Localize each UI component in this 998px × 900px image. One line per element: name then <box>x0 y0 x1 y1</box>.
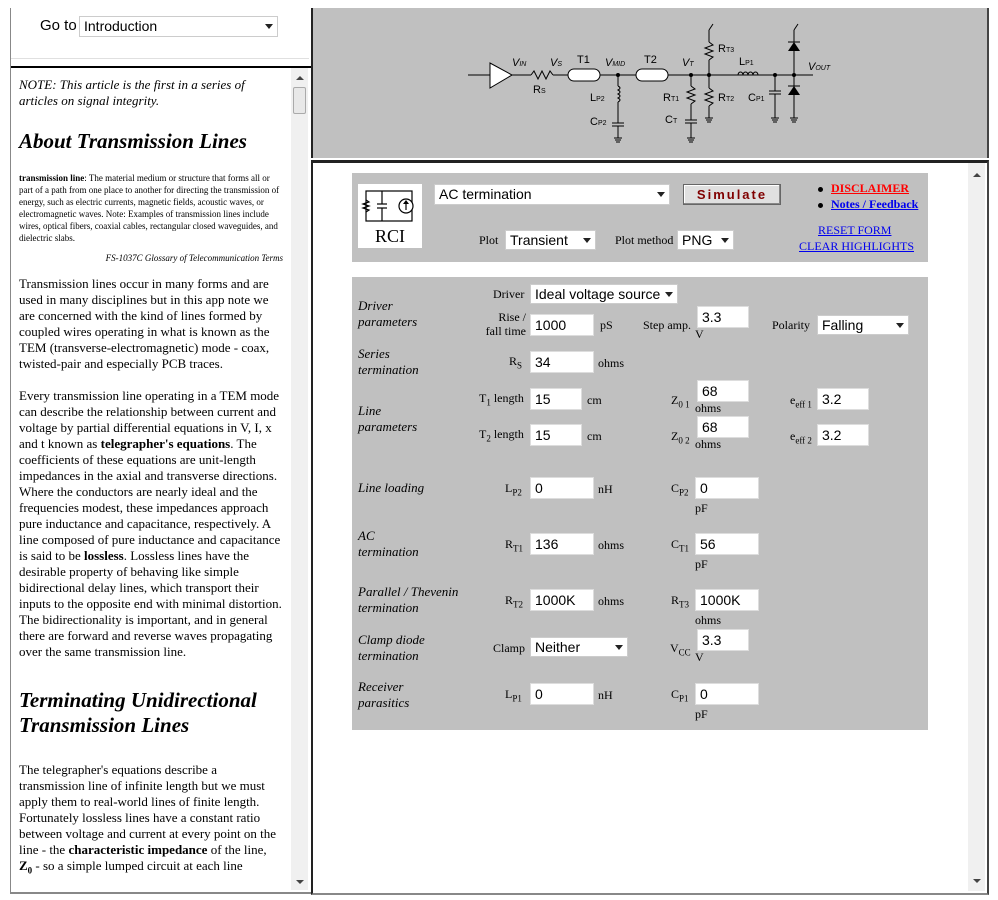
eeff1-subscript: eff 1 <box>795 399 812 410</box>
plot-method-select[interactable] <box>677 230 734 250</box>
z01-unit: ohms <box>695 401 722 415</box>
label-rs: RS <box>533 84 546 96</box>
main-scrollbar[interactable] <box>968 163 985 891</box>
plot-select-value: Transient <box>510 232 568 248</box>
eeff2-subscript: eff 2 <box>795 435 812 446</box>
chevron-down-icon <box>896 323 904 328</box>
glossary-text: : The material medium or structure that forms all or part of a path from one place to another for directing the transmission of energy, such as electric currents, magnetic fields, acoustic waves, or electromagnetic waves. Note: Examples of transmission lines include wires, optical fibers, coaxial cables, rectangular closed waveguides, and dielectric slabs. <box>19 173 280 243</box>
rt3-label <box>671 593 689 609</box>
chevron-down-icon <box>665 292 673 297</box>
t1-length-label <box>479 391 524 407</box>
lp1-unit: nH <box>598 688 613 702</box>
paragraph-3 <box>19 762 283 879</box>
termination-select[interactable] <box>434 184 670 205</box>
t1-length-input[interactable]: 15 <box>530 388 582 410</box>
rt3-unit: ohms <box>695 613 722 627</box>
goto-select[interactable] <box>79 16 278 37</box>
eeff2-input[interactable]: 3.2 <box>817 424 869 446</box>
z01-label <box>671 393 690 409</box>
term-characteristic-impedance: characteristic impedance <box>68 842 208 857</box>
cp2-symbol: C <box>671 481 680 495</box>
rs-label <box>509 354 522 370</box>
cp1-symbol: C <box>671 687 680 701</box>
polarity-select-value: Falling <box>822 317 864 333</box>
label-vin: VIN <box>512 57 527 69</box>
section-parallel-termination: Parallel / Thevenin termination <box>358 584 459 615</box>
term-telegraphers-equations: telegrapher's equations <box>100 436 231 451</box>
label-vt: VT <box>682 57 694 69</box>
goto-bar <box>11 8 309 59</box>
paragraph-2 <box>19 388 283 660</box>
goto-label: Go to <box>40 17 77 34</box>
step-amp-unit: V <box>695 327 704 341</box>
circuit-schematic <box>313 8 987 158</box>
z-subscript: 0 <box>27 865 33 876</box>
lp2-input[interactable]: 0 <box>530 477 594 499</box>
para3-text-b: of the line, <box>207 842 267 857</box>
label-vout: VOUT <box>808 61 831 73</box>
cp2-label <box>671 481 689 497</box>
paragraph-1: Transmission lines occur in many forms and are used in many disciplines but in this app note we are concerned with the kind of lines formed by coupled wires operating in what is known as the TEM (transverse-electromagnetic) mode - coax, twisted-pair and especially PCB traces. <box>19 276 270 371</box>
t1-label-tail: length <box>490 391 524 405</box>
lp1-subscript: P1 <box>512 693 522 704</box>
rt2-symbol: R <box>505 593 514 607</box>
rt1-label <box>505 537 523 553</box>
z-symbol: Z <box>19 858 28 873</box>
disclaimer-link[interactable]: DISCLAIMER <box>831 181 910 195</box>
scroll-down-icon[interactable] <box>973 879 981 883</box>
label-t1: T1 <box>577 54 590 66</box>
section-receiver-parasitics: Receiver parasitics <box>358 679 410 710</box>
help-links <box>818 180 918 212</box>
label-lp2: LP2 <box>590 92 605 104</box>
vcc-symbol: V <box>670 641 679 655</box>
clamp-select[interactable] <box>530 637 628 657</box>
rt3-input[interactable]: 1000K <box>695 589 759 611</box>
glossary-source: FS-1037C Glossary of Telecommunication Terms <box>105 253 283 263</box>
driver-select[interactable] <box>530 284 678 304</box>
label-vmid: VMID <box>605 57 626 69</box>
label-rt2: RT2 <box>718 92 735 104</box>
ct1-subscript: T1 <box>679 543 690 554</box>
vcc-label <box>670 641 691 657</box>
glossary-term: transmission line <box>19 173 85 183</box>
rt1-symbol: R <box>505 537 514 551</box>
t1-symbol: T <box>479 391 487 405</box>
scroll-up-icon[interactable] <box>973 173 981 177</box>
ct1-symbol: C <box>671 537 680 551</box>
lp1-label <box>505 687 522 703</box>
z02-symbol: Z <box>671 429 679 443</box>
label-t2: T2 <box>644 54 657 66</box>
t2-unit: cm <box>587 429 602 443</box>
z02-input[interactable]: 68 <box>697 416 749 438</box>
ct1-label <box>671 537 689 553</box>
eeff1-label <box>790 393 812 409</box>
ct1-input[interactable]: 56 <box>695 533 759 555</box>
control-panel <box>352 173 928 262</box>
chevron-down-icon <box>265 24 273 29</box>
plot-select[interactable] <box>505 230 596 250</box>
section-driver: Driver parameters <box>358 298 418 329</box>
plot-label: Plot <box>479 233 499 247</box>
clamp-label: Clamp <box>493 641 525 655</box>
driver-label: Driver <box>493 287 525 301</box>
heading-about-transmission-lines: About Transmission Lines <box>19 129 247 153</box>
label-ct: CT <box>665 114 678 126</box>
parameters-panel <box>352 277 928 730</box>
term-lossless: lossless <box>84 548 124 563</box>
para2-text-a: Every transmission line operating in a TEM mode can describe the relationship between current and voltage by partial differential equations in V, I, x and t known as <box>19 388 280 451</box>
clear-highlights-link[interactable]: CLEAR HIGHLIGHTS <box>799 239 914 253</box>
cp2-subscript: P2 <box>679 487 689 498</box>
chevron-down-icon <box>657 192 665 197</box>
scroll-down-icon[interactable] <box>296 880 304 884</box>
rt1-unit: ohms <box>598 538 625 552</box>
goto-select-value: Introduction <box>84 18 158 34</box>
rt3-symbol: R <box>671 593 680 607</box>
z01-subscript: 0 1 <box>678 399 690 410</box>
label-lp1: LP1 <box>739 56 754 68</box>
rt1-subscript: T1 <box>513 543 524 554</box>
para3-text-a: The telegrapher's equations describe a transmission line of infinite length but we must apply them to real-world lines of finite length. Fortunately lossless lines have a constant ratio between voltage and current at every point on the line - the <box>19 762 277 857</box>
vcc-input[interactable]: 3.3 <box>697 629 749 651</box>
rt2-label <box>505 593 523 609</box>
bullet-icon <box>818 187 823 192</box>
glossary-definition <box>19 172 283 244</box>
plot-method-select-value: PNG <box>682 232 713 248</box>
chevron-down-icon <box>583 238 591 243</box>
eeff2-symbol: e <box>790 429 796 443</box>
para2-text-b: . The coefficients of these equations are unit-length impedances in the axial and transverse directions. Where the conductors are nearly ideal and the frequencies modest, these impedances approach pure inductance and capacitance, respectively. A line composed of pure inductance and capacitance is said to be <box>19 436 281 563</box>
lp2-unit: nH <box>598 482 613 496</box>
cp1-subscript: P1 <box>679 693 689 704</box>
chevron-down-icon <box>615 645 623 650</box>
clamp-select-value: Neither <box>535 639 581 655</box>
chevron-down-icon <box>721 238 729 243</box>
simulator-frame <box>311 160 989 895</box>
z01-symbol: Z <box>671 393 679 407</box>
article-content <box>11 68 291 890</box>
t2-label-tail: length <box>490 427 524 441</box>
lp1-input[interactable]: 0 <box>530 683 594 705</box>
t1-subscript: 1 <box>486 397 491 408</box>
rise-fall-unit: pS <box>600 318 613 332</box>
vcc-unit: V <box>695 650 704 664</box>
eeff1-symbol: e <box>790 393 796 407</box>
rci-logo-icon <box>358 184 422 248</box>
rs-symbol: R <box>509 354 518 368</box>
eeff1-input[interactable]: 3.2 <box>817 388 869 410</box>
z01-input[interactable]: 68 <box>697 380 749 402</box>
rt1-input[interactable]: 136 <box>530 533 594 555</box>
para3-text-c: - so a simple lumped circuit at each line <box>32 858 243 873</box>
article-note: NOTE: This article is the first in a series of articles on signal integrity. <box>19 77 245 108</box>
polarity-label: Polarity <box>772 318 810 332</box>
cp1-label <box>671 687 689 703</box>
scroll-up-icon[interactable] <box>296 76 304 80</box>
schematic-frame <box>311 8 989 158</box>
rise-fall-input[interactable]: 1000 <box>530 314 594 336</box>
t1-unit: cm <box>587 393 602 407</box>
cp2-input[interactable]: 0 <box>695 477 759 499</box>
label-cp1: CP1 <box>748 92 765 104</box>
rci-logo <box>358 184 422 248</box>
scroll-thumb[interactable] <box>293 87 306 114</box>
rt2-unit: ohms <box>598 594 625 608</box>
rs-input[interactable]: 34 <box>530 351 594 373</box>
para2-text-c: . Lossless lines have the desirable property of behaving like simple bidirectional delay lines, which transport their inputs to the opposite end with minimal distortion. The bidirectionality is important, and in general there are forward and reverse waves propagating over the same transmission line. <box>19 548 282 659</box>
section-series: Series termination <box>358 346 419 377</box>
t2-subscript: 2 <box>486 433 491 444</box>
label-vs: VS <box>550 57 563 69</box>
label-rt3: RT3 <box>718 43 735 55</box>
label-rt1: RT1 <box>663 92 680 104</box>
t2-symbol: T <box>479 427 487 441</box>
reset-form-link[interactable]: RESET FORM <box>818 223 892 237</box>
lp2-symbol: L <box>505 481 513 495</box>
cp1-unit: pF <box>695 707 708 721</box>
t2-length-label <box>479 427 524 443</box>
lp2-subscript: P2 <box>512 487 522 498</box>
rt2-input[interactable]: 1000K <box>530 589 594 611</box>
section-ac-termination: AC termination <box>358 528 419 559</box>
label-cp2: CP2 <box>590 116 607 128</box>
article-frame <box>10 8 311 894</box>
article-scrollbar[interactable] <box>291 68 308 890</box>
simulate-button[interactable]: Simulate <box>683 184 781 205</box>
driver-select-value: Ideal voltage source <box>535 286 661 302</box>
rs-subscript: S <box>517 360 523 371</box>
z02-label <box>671 429 690 445</box>
plot-method-label: Plot method <box>615 233 674 247</box>
feedback-link[interactable]: Notes / Feedback <box>831 197 919 211</box>
ct1-unit: pF <box>695 557 708 571</box>
z02-subscript: 0 2 <box>678 435 690 446</box>
t2-length-input[interactable]: 15 <box>530 424 582 446</box>
polarity-select[interactable] <box>817 315 909 335</box>
term-z0 <box>19 858 33 876</box>
heading-terminating-lines: Terminating Unidirectional Transmission Lines <box>19 688 257 737</box>
step-amp-input[interactable]: 3.3 <box>697 306 749 328</box>
z02-unit: ohms <box>695 437 722 451</box>
lp2-label <box>505 481 522 497</box>
rt2-subscript: T2 <box>513 599 524 610</box>
section-clamp-diode: Clamp diode termination <box>358 632 425 663</box>
vcc-subscript: CC <box>678 647 691 658</box>
cp1-input[interactable]: 0 <box>695 683 759 705</box>
section-line: Line parameters <box>358 403 418 434</box>
rci-logo-text: RCI <box>374 226 406 246</box>
section-line-loading: Line loading <box>358 480 425 495</box>
cp2-unit: pF <box>695 501 708 515</box>
rt3-subscript: T3 <box>679 599 690 610</box>
rs-unit: ohms <box>598 356 625 370</box>
eeff2-label <box>790 429 812 445</box>
bullet-icon <box>818 203 823 208</box>
rise-fall-label: Rise / fall time <box>485 310 526 338</box>
termination-select-value: AC termination <box>439 186 532 202</box>
lp1-symbol: L <box>505 687 513 701</box>
step-amp-label: Step amp. <box>643 318 691 332</box>
